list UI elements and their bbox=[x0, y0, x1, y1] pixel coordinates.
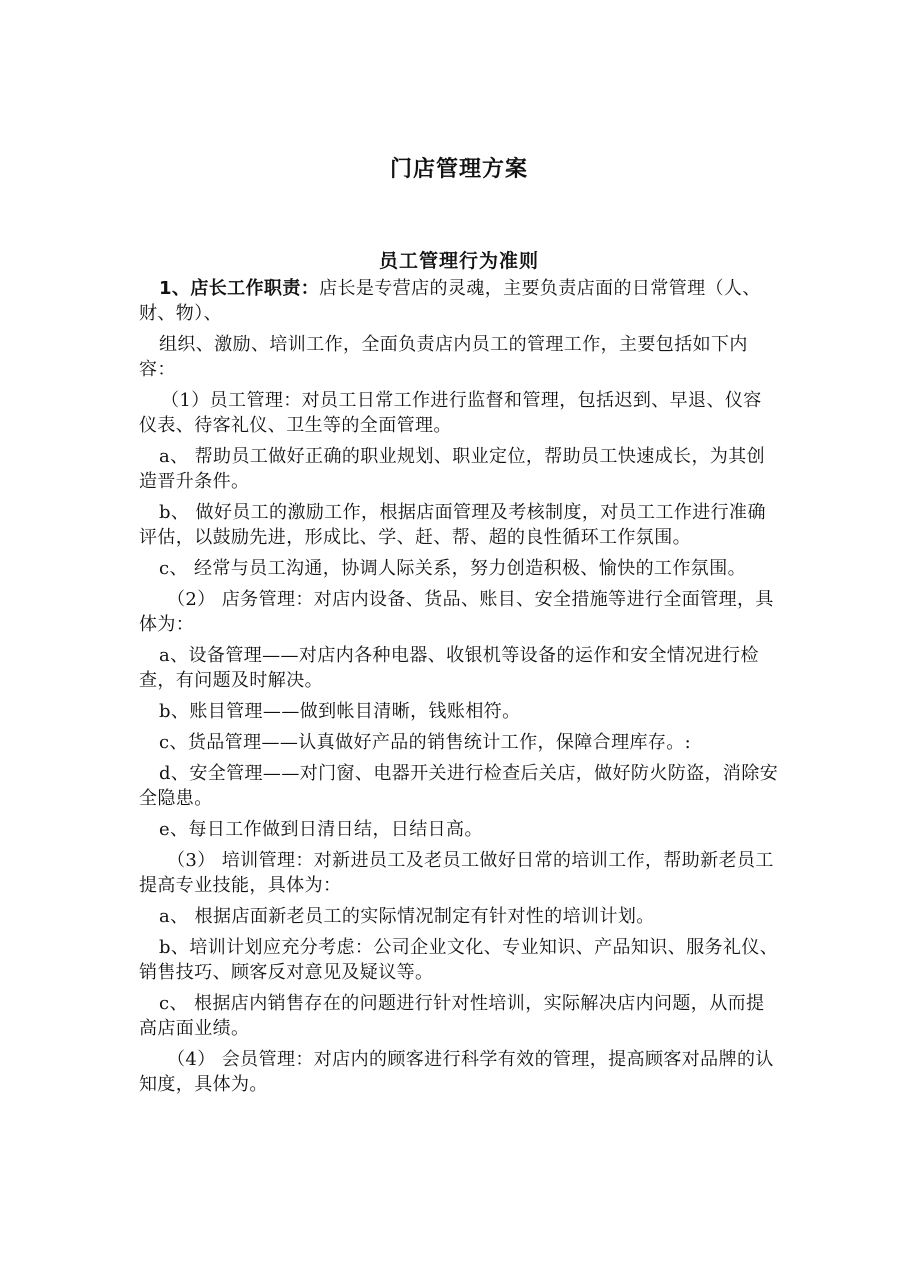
paragraph bbox=[139, 500, 779, 550]
paragraph-text: c、货品管理——认真做好产品的销售统计工作，保障合理库存。: bbox=[159, 732, 692, 753]
paragraph-text: b、培训计划应充分考虑：公司企业文化、专业知识、产品知识、服务礼仪、销售技巧、顾客反对意见及疑议等。 bbox=[139, 937, 779, 983]
paragraph bbox=[139, 388, 779, 438]
paragraph-text: a、 帮助员工做好正确的职业规划、职业定位，帮助员工快速成长，为其创造晋升条件。 bbox=[139, 446, 766, 492]
paragraph bbox=[139, 904, 779, 929]
paragraph-text: a、 根据店面新老员工的实际情况制定有针对性的培训计划。 bbox=[159, 906, 655, 927]
paragraph-lead: 1、店长工作职责： bbox=[159, 278, 320, 299]
paragraph-text: 组织、激励、培训工作，全面负责店内员工的管理工作，主要包括如下内容： bbox=[139, 334, 748, 380]
paragraph bbox=[139, 643, 779, 693]
paragraph bbox=[139, 991, 779, 1041]
paragraph-text: b、 做好员工的激励工作，根据店面管理及考核制度，对员工工作进行准确评估，以鼓励先进，形成比、学、赶、帮、超的良性循环工作氛围。 bbox=[139, 502, 766, 548]
paragraph-text: b、账目管理——做到帐目清晰，钱账相符。 bbox=[159, 701, 521, 722]
paragraph bbox=[139, 935, 779, 985]
document-title: 门店管理方案 bbox=[389, 157, 528, 182]
paragraph bbox=[139, 276, 779, 326]
paragraph bbox=[139, 817, 779, 842]
section-title: 员工管理行为准则 bbox=[378, 250, 539, 272]
paragraph-text: （3） 培训管理：对新进员工及老员工做好日常的培训工作，帮助新老员工提高专业技能，具体为： bbox=[139, 850, 774, 896]
paragraph bbox=[139, 587, 779, 637]
paragraph bbox=[139, 761, 779, 811]
paragraph bbox=[139, 1047, 779, 1097]
paragraph-text: e、每日工作做到日清日结，日结日高。 bbox=[159, 819, 483, 840]
paragraph-text: （2） 店务管理：对店内设备、货品、账目、安全措施等进行全面管理，具体为： bbox=[139, 589, 774, 635]
document-page bbox=[139, 150, 779, 1103]
paragraph-text: d、安全管理——对门窗、电器开关进行检查后关店，做好防火防盗，消除安全隐患。 bbox=[139, 763, 779, 809]
paragraph bbox=[139, 699, 779, 724]
paragraph-text: c、 经常与员工沟通，协调人际关系，努力创造积极、愉快的工作氛围。 bbox=[159, 558, 746, 579]
paragraph bbox=[139, 730, 779, 755]
paragraph bbox=[139, 332, 779, 382]
paragraph-text: （1）员工管理：对员工日常工作进行监督和管理，包括迟到、早退、仪容仪表、待客礼仪、卫生等的全面管理。 bbox=[139, 390, 762, 436]
paragraph bbox=[139, 848, 779, 898]
paragraph-text: a、设备管理——对店内各种电器、收银机等设备的运作和安全情况进行检查，有问题及时解决。 bbox=[139, 645, 759, 691]
paragraph-text: 店长是专营店的灵魂，主要负责店面的日常管理（人、财、物）、 bbox=[139, 278, 761, 324]
paragraph bbox=[139, 556, 779, 581]
paragraph bbox=[139, 444, 779, 494]
paragraph-text: c、 根据店内销售存在的问题进行针对性培训，实际解决店内问题，从而提高店面业绩。 bbox=[139, 993, 765, 1039]
paragraph-text: （4） 会员管理：对店内的顾客进行科学有效的管理，提高顾客对品牌的认知度，具体为。 bbox=[139, 1049, 774, 1095]
